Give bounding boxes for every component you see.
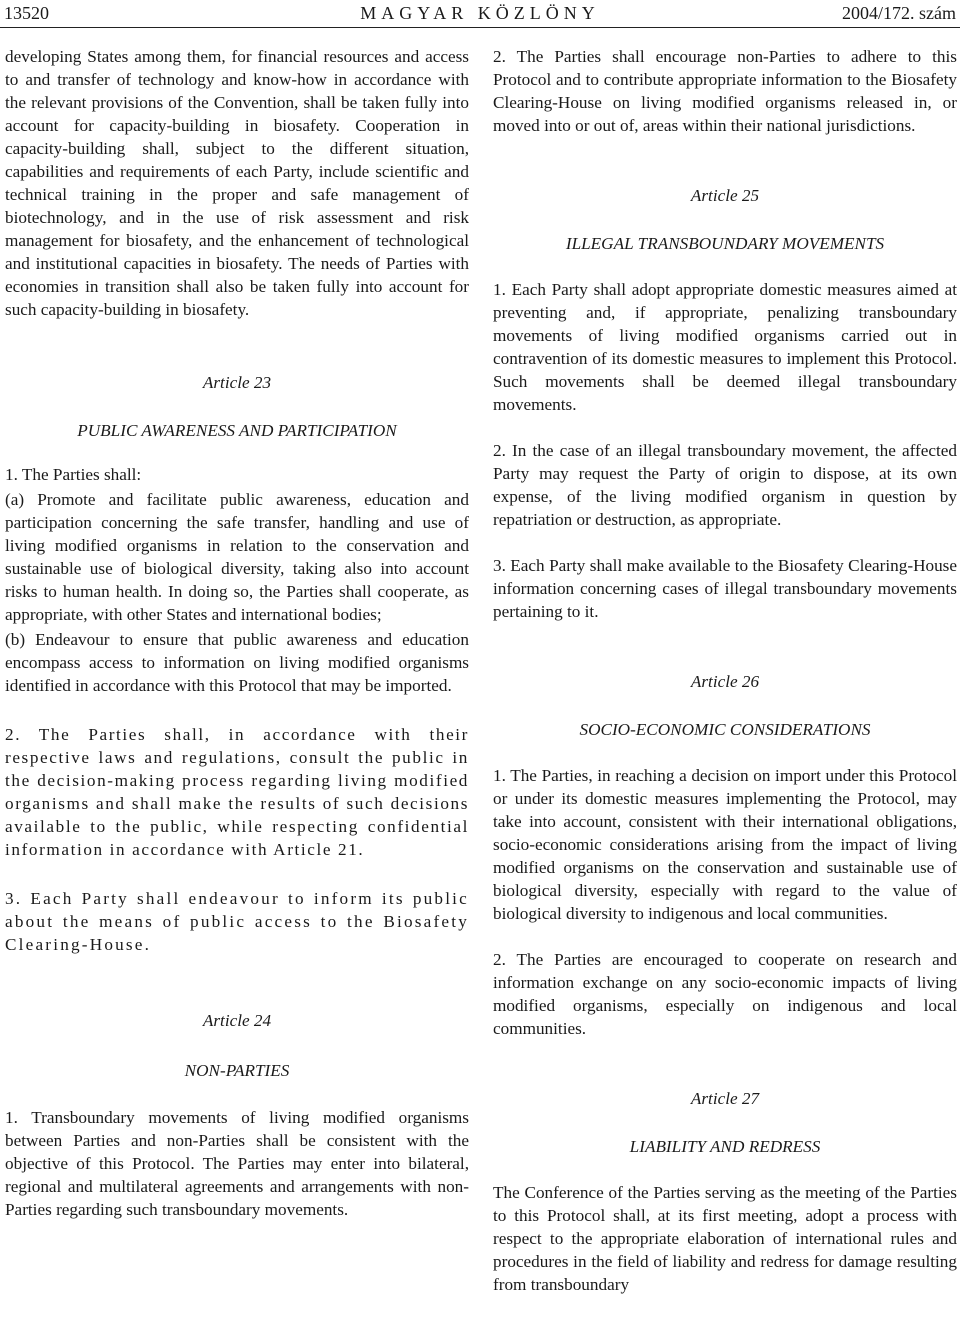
article-25-paragraph-3: 3. Each Party shall make available to the Biosafety Clearing-House information concerning cases of illegal transboundary movements pertaining to it.: [493, 556, 957, 621]
journal-title: MAGYAR KÖZLÖNY: [360, 3, 600, 23]
article-23-paragraph-1: 1. The Parties shall:: [5, 465, 142, 484]
article-27-paragraph-1: The Conference of the Parties serving as the meeting of the Parties to this Protocol shall, at its first meeting, adopt a process with respect to the appropriate elaboration of international rules and procedures in the field of liability and redress for damage resulting from transboundary: [493, 1183, 957, 1294]
page-header: [0, 0, 960, 28]
article-25-paragraph-2: 2. In the case of an illegal transboundary movement, the affected Party may request the Party of origin to dispose, at its own expense, of the living modified organism in question by repatriation or destruction, as appropriate.: [493, 441, 957, 529]
article-24-title: Article 24: [202, 1011, 272, 1030]
article-24-heading: NON-PARTIES: [184, 1061, 290, 1080]
article-26-title: Article 26: [690, 672, 760, 691]
article-23-paragraph-3: 3. Each Party shall endeavour to inform its public about the means of public access to the Biosafety Clearing-House.: [5, 889, 469, 954]
intro-paragraph: developing States among them, for financial resources and access to and transfer of technology and know-how in accordance with the relevant provisions of the Convention, shall be taken fully into account for capacity-building in biosafety. Cooperation in capacity-building shall, subject to the different situation, capabilities and requirements of each Party, include scientific and technical training in the proper and safe management of biotechnology, and in the use of risk assessment and risk management for biosafety, and the enhancement of technological and institutional capacities in biosafety. The needs of Parties with economies in transition shall also be taken fully into account for such capacity-building in biosafety.: [5, 47, 469, 319]
article-26-paragraph-1: 1. The Parties, in reaching a decision on import under this Protocol or under its domestic measures implementing the Protocol, may take into account, consistent with their international obligations, socio-economic considerations arising from the impact of living modified organisms on the conservation and sustainable use of biological diversity, especially with regard to the value of biological diversity to indigenous and local communities.: [493, 766, 957, 923]
article-23-heading: PUBLIC AWARENESS AND PARTICIPATION: [77, 421, 397, 440]
article-23-title: Article 23: [202, 373, 272, 392]
article-23-paragraph-1a: (a) Promote and facilitate public awareness, education and participation concerning the safe transfer, handling and use of living modified organisms in relation to the conservation and sustainable use of biological diversity, taking also into account risks to human health. In doing so, the Parties shall cooperate, as appropriate, with other States and international bodies;: [5, 490, 469, 624]
left-column: [5, 45, 469, 1221]
article-24-paragraph-2: 2. The Parties shall encourage non-Parties to adhere to this Protocol and to contribute appropriate information to the Biosafety Clearing-House on living modified organisms released in, or moved into or out of, areas within their national jurisdictions.: [493, 47, 957, 135]
article-23-paragraph-2: 2. The Parties shall, in accordance with their respective laws and regulations, consult the public in the decision-making process regarding living modified organisms and shall make the results of such decisions available to the public, while respecting confidential information in accordance with Article 21.: [5, 725, 469, 859]
right-column: [493, 45, 957, 1296]
article-23-paragraph-1b: (b) Endeavour to ensure that public awareness and education encompass access to information on living modified organisms identified in accordance with this Protocol that may be imported.: [5, 630, 469, 695]
article-25-paragraph-1: 1. Each Party shall adopt appropriate domestic measures aimed at preventing and, if appropriate, penalizing transboundary movements of living modified organisms carried out in contravention of its domestic measures to implement this Protocol. Such movements shall be deemed illegal transboundary movements.: [493, 280, 957, 414]
issue-number: 2004/172. szám: [842, 3, 956, 23]
article-26-paragraph-2: 2. The Parties are encouraged to cooperate on research and information exchange on any socio-economic impacts of living modified organisms, especially on indigenous and local communities.: [493, 950, 957, 1038]
article-24-paragraph-1: 1. Transboundary movements of living modified organisms between Parties and non-Parties shall be consistent with the objective of this Protocol. The Parties may enter into bilateral, regional and multilateral agreements and arrangements with non-Parties regarding such transboundary movements.: [5, 1108, 469, 1219]
article-27-title: Article 27: [690, 1089, 760, 1108]
article-25-heading: ILLEGAL TRANSBOUNDARY MOVEMENTS: [565, 234, 885, 253]
article-27-heading: LIABILITY AND REDRESS: [629, 1137, 821, 1156]
header-rule: [0, 27, 960, 28]
article-26-heading: SOCIO-ECONOMIC CONSIDERATIONS: [579, 720, 871, 739]
page-number: 13520: [4, 3, 49, 23]
article-25-title: Article 25: [690, 186, 760, 205]
